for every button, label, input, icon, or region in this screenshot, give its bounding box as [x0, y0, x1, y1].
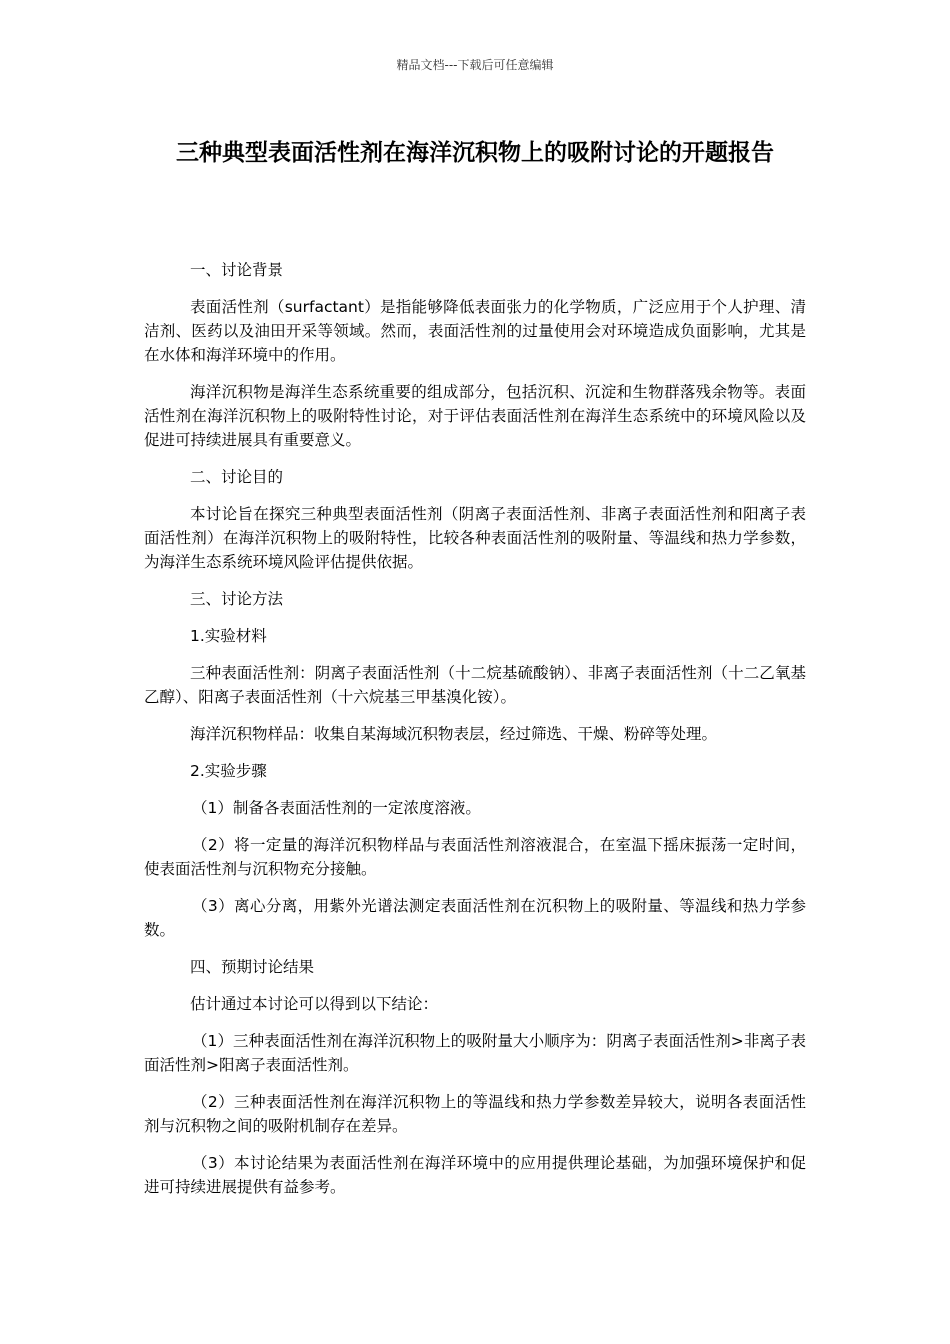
subheading-steps: 2.实验步骤 — [190, 762, 267, 780]
conclusion-3: （3）本讨论结果为表面活性剂在海洋环境中的应用提供理论基础，为加强环境保护和促进可持续进展提供有益参考。 — [144, 1154, 806, 1196]
step-3: （3）离心分离，用紫外光谱法测定表面活性剂在沉积物上的吸附量、等温线和热力学参数。 — [144, 897, 806, 939]
paragraph-conclusions-intro: 估计通过本讨论可以得到以下结论： — [190, 995, 439, 1013]
conclusion-2: （2）三种表面活性剂在海洋沉积物上的等温线和热力学参数差异较大，说明各表面活性剂与沉积物之间的吸附机制存在差异。 — [144, 1093, 806, 1135]
subheading-materials: 1.实验材料 — [190, 627, 267, 645]
section-heading-expected-results: 四、预期讨论结果 — [190, 958, 315, 976]
page-header: 精品文档---下载后可任意编辑 — [396, 58, 554, 72]
paragraph-sediment-samples: 海洋沉积物样品：收集自某海域沉积物表层，经过筛选、干燥、粉碎等处理。 — [190, 725, 718, 743]
document-title: 三种典型表面活性剂在海洋沉积物上的吸附讨论的开题报告 — [176, 140, 774, 166]
paragraph-surfactant-materials: 三种表面活性剂：阴离子表面活性剂（十二烷基硫酸钠）、非离子表面活性剂（十二乙氧基乙醇）、阳离子表面活性剂（十六烷基三甲基溴化铵）。 — [144, 664, 806, 706]
step-1: （1）制备各表面活性剂的一定浓度溶液。 — [192, 799, 481, 817]
section-heading-background: 一、讨论背景 — [190, 261, 284, 279]
section-heading-method: 三、讨论方法 — [190, 590, 284, 608]
section-heading-purpose: 二、讨论目的 — [190, 468, 284, 486]
paragraph-marine-sediment: 海洋沉积物是海洋生态系统重要的组成部分，包括沉积、沉淀和生物群落残余物等。表面活性剂在海洋沉积物上的吸附特性讨论，对于评估表面活性剂在海洋生态系统中的环境风险以及促进可持续进展具有重要意义。 — [144, 383, 806, 449]
paragraph-surfactant-definition: 表面活性剂（surfactant）是指能够降低表面张力的化学物质，广泛应用于个人护理、清洁剂、医药以及油田开采等领域。然而，表面活性剂的过量使用会对环境造成负面影响，尤其是在水体和海洋环境中的作用。 — [144, 298, 806, 364]
step-2: （2）将一定量的海洋沉积物样品与表面活性剂溶液混合，在室温下摇床振荡一定时间，使表面活性剂与沉积物充分接触。 — [144, 836, 806, 878]
paragraph-purpose: 本讨论旨在探究三种典型表面活性剂（阴离子表面活性剂、非离子表面活性剂和阳离子表面活性剂）在海洋沉积物上的吸附特性，比较各种表面活性剂的吸附量、等温线和热力学参数，为海洋生态系统环境风险评估提供依据。 — [144, 505, 806, 571]
conclusion-1: （1）三种表面活性剂在海洋沉积物上的吸附量大小顺序为：阴离子表面活性剂>非离子表面活性剂>阳离子表面活性剂。 — [144, 1032, 806, 1074]
document-body — [144, 258, 806, 1212]
